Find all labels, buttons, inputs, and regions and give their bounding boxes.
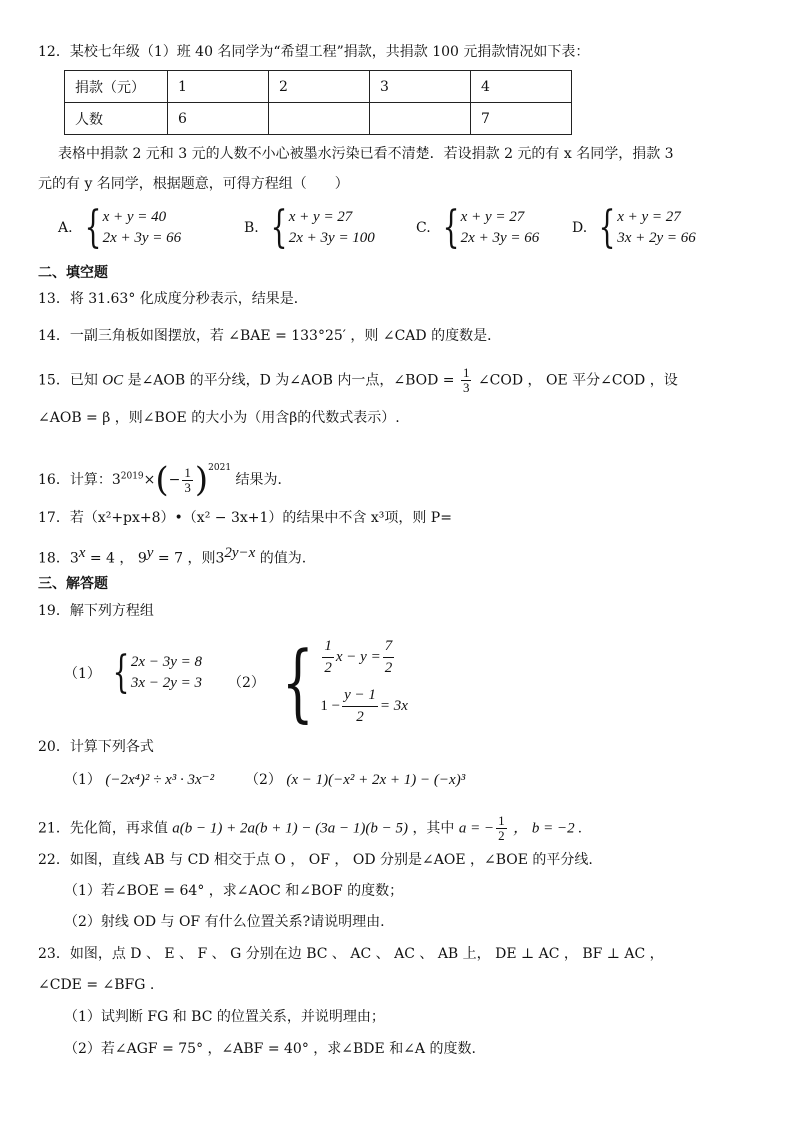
equation: x + y = 27 [460, 209, 525, 225]
q23-part-2: （2）若∠AGF = 75° ，∠ABF = 40° ，求∠BDE 和∠A 的度数. [64, 1041, 476, 1057]
text: = 4 ， [85, 550, 138, 567]
denominator: 3 [184, 479, 191, 495]
brace-icon: { [281, 633, 314, 731]
exponent: 2019 [120, 471, 144, 482]
equation: 2x + 3y = 100 [288, 230, 375, 246]
math: OC [102, 372, 124, 389]
donation-table [64, 70, 572, 135]
q12-desc-1: 表格中捐款 2 元和 3 元的人数不小心被墨水污染已看不清楚．若设捐款 2 元的有 x 名同学，捐款 3 [58, 146, 674, 162]
paren-left: ( [155, 460, 169, 500]
math: (x − 1)(−x² + 2x + 1) − (−x)³ [286, 772, 466, 788]
numerator: 1 [184, 464, 191, 480]
table-cell: 4 [471, 71, 572, 103]
option-c[interactable] [416, 202, 540, 253]
exponent: y [146, 545, 154, 561]
text: 16．计算： [38, 472, 112, 488]
q19-part-2 [228, 633, 408, 731]
brace-icon: { [84, 202, 101, 253]
fraction [342, 685, 378, 728]
equation: x + y = 27 [617, 209, 681, 225]
equation-row [320, 685, 408, 728]
numerator: y − 1 [342, 685, 378, 707]
option-label: D. [572, 220, 588, 236]
math: = 3x [379, 698, 408, 714]
text: = 7 ，则 [153, 550, 216, 567]
brace-icon: { [598, 202, 616, 253]
text: 的值为. [255, 550, 307, 567]
numerator: 1 [462, 365, 470, 380]
numerator: 7 [383, 636, 395, 658]
q12-desc-2: 元的有 y 名同学，根据题意，可得方程组（ ） [38, 176, 349, 192]
numerator: 1 [498, 813, 505, 828]
numerator: 1 [322, 636, 334, 658]
table-cell: 捐款（元） [65, 71, 168, 103]
denominator: 2 [498, 828, 505, 843]
section-fill-blank: 二、填空题 [38, 265, 108, 281]
table-cell: 人数 [65, 103, 168, 135]
equation: 2x + 3y = 66 [102, 230, 182, 246]
equation: x + y = 27 [288, 209, 353, 225]
fraction [322, 636, 334, 679]
text: 9 [137, 550, 147, 567]
q19-stem: 19．解下列方程组 [38, 603, 154, 619]
equation: 2x + 3y = 66 [460, 230, 540, 246]
text: × [143, 472, 156, 488]
text: 3 [215, 550, 225, 567]
q21 [38, 814, 582, 843]
q14: 14．一副三角板如图摆放，若 ∠BAE = 133°25′ ，则 ∠CAD 的度数是． [38, 328, 502, 344]
brace-icon: { [442, 202, 460, 253]
math: (−2x⁴)² ÷ x³ · 3x⁻² [105, 772, 215, 788]
part-label: （2） [244, 772, 282, 788]
option-label: A. [58, 220, 73, 236]
text: 结果为． [235, 472, 292, 488]
text: 21．先化简，再求值 [38, 820, 168, 837]
q18 [38, 543, 306, 569]
q23-part-1: （1）试判断 FG 和 BC 的位置关系，并说明理由； [64, 1009, 385, 1025]
table-cell: 7 [471, 103, 572, 135]
q20-parts [64, 770, 465, 790]
equation: 3x − 2y = 3 [130, 675, 202, 691]
part-label: （2） [228, 675, 265, 691]
table-cell: 6 [168, 103, 269, 135]
text: 3 [111, 472, 121, 488]
fraction [182, 466, 193, 495]
q23-stem: 23．如图，点 D 、 E 、 F 、 G 分别在边 BC 、 AC 、 AC 、 AB 上， DE ⊥ AC ， BF ⊥ AC ， [38, 946, 664, 962]
brace-icon: { [112, 647, 130, 698]
equation: 3x + 2y = 66 [617, 230, 696, 246]
q22-part-2: （2）射线 OD 与 OF 有什么位置关系?请说明理由. [64, 914, 385, 930]
fraction [496, 814, 507, 843]
option-label: B. [244, 220, 259, 236]
q16 [38, 458, 292, 500]
table-cell: 3 [370, 71, 471, 103]
text: 15．已知 [38, 372, 98, 389]
denominator: 2 [356, 709, 364, 725]
table-cell [269, 103, 370, 135]
math: x − y = [335, 649, 381, 665]
table-cell: 2 [269, 71, 370, 103]
q23-line-2: ∠CDE = ∠BFG . [38, 977, 155, 993]
q22-stem: 22．如图，直线 AB 与 CD 相交于点 O ， OF ， OD 分别是∠AOE ，∠BOE 的平分线. [38, 852, 593, 868]
fraction [461, 366, 472, 395]
table-row [65, 103, 572, 135]
option-d[interactable] [572, 202, 696, 253]
q15-line-2: ∠AOB = β ，则∠BOE 的大小为（用含β的代数式表示）. [38, 410, 400, 426]
table-cell: 1 [168, 71, 269, 103]
math: a = − [458, 820, 495, 837]
table-row [65, 71, 572, 103]
equation: 2x − 3y = 8 [130, 654, 202, 670]
text: 18． [38, 550, 70, 567]
paren-right: ) [194, 460, 209, 500]
denominator: 2 [384, 660, 393, 676]
text: 是∠AOB 的平分线，D 为∠AOB 内一点，∠BOD = [127, 372, 455, 389]
q13: 13．将 31.63° 化成度分秒表示，结果是． [38, 291, 308, 307]
math: a(b − 1) + 2a(b + 1) − (3a − 1)(b − 5) [172, 820, 408, 837]
exponent: 2021 [208, 463, 232, 473]
part-label: （1） [64, 666, 101, 682]
q20-stem: 20．计算下列各式 [38, 739, 154, 755]
q19-part-1 [64, 647, 202, 698]
text: ∠COD ， OE 平分∠COD ，设 [477, 372, 678, 389]
denominator: 3 [462, 380, 470, 395]
text: − [168, 472, 181, 488]
option-b[interactable] [244, 202, 375, 253]
equation: x + y = 40 [102, 209, 167, 225]
q22-part-1: （1）若∠BOE = 64° ，求∠AOC 和∠BOF 的度数； [64, 883, 404, 899]
text: 3 [69, 550, 79, 567]
exponent: x [78, 545, 86, 561]
brace-icon: { [270, 202, 288, 253]
q15-line-1 [38, 366, 678, 395]
part-label: （1） [64, 772, 101, 788]
exponent: 2y−x [224, 545, 256, 561]
fraction [383, 636, 395, 679]
denominator: 2 [324, 660, 332, 676]
math: 1 − [320, 698, 341, 714]
option-label: C. [416, 220, 431, 236]
math: ， b = −2 . [513, 820, 583, 837]
section-solve: 三、解答题 [38, 576, 108, 592]
option-a[interactable] [58, 202, 182, 253]
table-cell [370, 103, 471, 135]
q17: 17．若（x²+px+8）•（x² − 3x+1）的结果中不含 x³项，则 P= [38, 510, 452, 526]
equation-row [320, 636, 408, 679]
q12-stem: 12．某校七年级（1）班 40 名同学为“希望工程”捐款，共捐款 100 元捐款情况如下表： [38, 44, 590, 60]
text: ，其中 [412, 820, 455, 837]
